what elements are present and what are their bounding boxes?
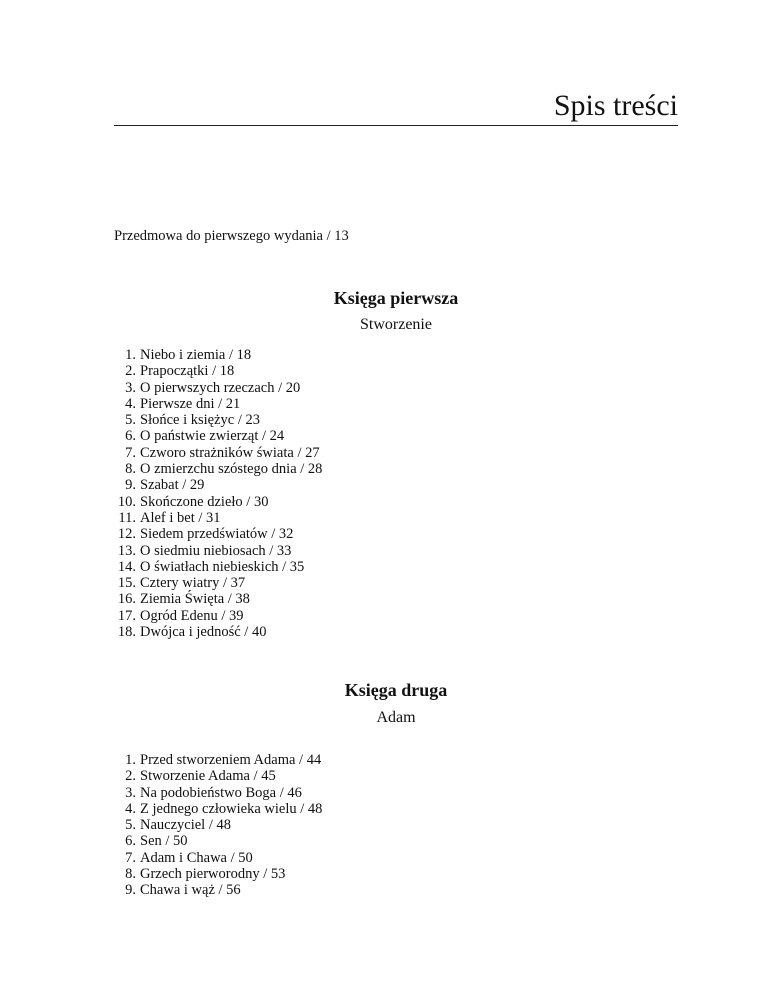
toc-entry [108, 608, 322, 624]
toc-entry [108, 575, 322, 591]
entry-title: Niebo i ziemia / 18 [140, 347, 252, 363]
preface-entry: Przedmowa do pierwszego wydania / 13 [114, 228, 349, 244]
entry-title: Adam i Chawa / 50 [140, 849, 253, 866]
entry-number: 14. [117, 558, 136, 575]
title-rule [114, 125, 678, 126]
entry-title: Chawa i wąż / 56 [140, 882, 241, 899]
entry-title: Słońce i księżyc / 23 [140, 412, 261, 429]
book-1-chapter-list [108, 347, 322, 640]
toc-entry [108, 850, 322, 866]
entry-title: Szabat / 29 [140, 477, 205, 494]
entry-number: 2. [125, 363, 136, 380]
entry-title: Z jednego człowieka wielu / 48 [140, 800, 323, 817]
entry-number: 5. [125, 412, 136, 429]
entry-title: O państwie zwierząt / 24 [140, 428, 285, 445]
book-2-heading: Księga druga [344, 680, 448, 700]
entry-title: Grzech pierworodny / 53 [140, 866, 286, 883]
toc-entry [108, 559, 322, 575]
entry-number: 13. [117, 542, 136, 559]
toc-entry [108, 543, 322, 559]
entry-title: Ziemia Święta / 38 [140, 591, 250, 608]
entry-title: Czworo strażników świata / 27 [140, 444, 320, 461]
toc-entry [108, 380, 322, 396]
entry-title: O zmierzchu szóstego dnia / 28 [140, 461, 323, 478]
toc-entry [108, 866, 322, 882]
entry-title: O światłach niebieskich / 35 [140, 558, 305, 575]
toc-entry [108, 428, 322, 444]
toc-entry [108, 817, 322, 833]
toc-entry [108, 445, 322, 461]
entry-title: O siedmiu niebiosach / 33 [140, 542, 292, 559]
toc-entry [108, 347, 322, 363]
entry-number: 15. [117, 575, 136, 592]
toc-entry [108, 768, 322, 784]
entry-title: Alef i bet / 31 [140, 509, 221, 526]
entry-title: Siedem przedświatów / 32 [140, 526, 294, 543]
entry-title: Ogród Edenu / 39 [140, 607, 244, 624]
entry-title: Na podobieństwo Boga / 46 [140, 784, 302, 801]
toc-entry [108, 396, 322, 412]
entry-title: Prapoczątki / 18 [140, 363, 235, 380]
entry-number: 7. [125, 444, 136, 461]
entry-number: 4. [125, 395, 136, 412]
entry-number: 17. [117, 607, 136, 624]
toc-entry [108, 882, 322, 898]
toc-entry [108, 494, 322, 510]
entry-number: 1. [125, 347, 136, 363]
toc-entry [108, 624, 322, 640]
entry-number: 18. [117, 624, 136, 641]
entry-number: 5. [125, 817, 136, 834]
entry-title: Przed stworzeniem Adama / 44 [140, 752, 322, 768]
toc-entry [108, 526, 322, 542]
entry-number: 3. [125, 784, 136, 801]
toc-entry [108, 412, 322, 428]
entry-title: Stworzenie Adama / 45 [140, 768, 276, 785]
toc-entry [108, 510, 322, 526]
book-1-heading: Księga pierwsza [333, 288, 459, 308]
toc-entry [108, 752, 322, 768]
book-2-subtitle: Adam [376, 709, 416, 726]
entry-number: 9. [125, 882, 136, 899]
entry-title: Pierwsze dni / 21 [140, 395, 241, 412]
toc-entry [108, 801, 322, 817]
entry-title: Skończone dzieło / 30 [140, 493, 269, 510]
toc-entry [108, 363, 322, 379]
book-1-subtitle: Stworzenie [360, 316, 432, 333]
entry-number: 12. [117, 526, 136, 543]
entry-title: Cztery wiatry / 37 [140, 575, 246, 592]
entry-number: 1. [125, 752, 136, 768]
entry-number: 2. [125, 768, 136, 785]
entry-title: O pierwszych rzeczach / 20 [140, 379, 301, 396]
entry-number: 8. [125, 866, 136, 883]
toc-entry [108, 591, 322, 607]
entry-title: Nauczyciel / 48 [140, 817, 231, 834]
entry-number: 6. [125, 833, 136, 850]
entry-number: 4. [125, 800, 136, 817]
toc-entry [108, 833, 322, 849]
entry-title: Sen / 50 [140, 833, 188, 850]
book-2-chapter-list [108, 752, 322, 899]
toc-entry [108, 477, 322, 493]
entry-number: 9. [125, 477, 136, 494]
entry-number: 3. [125, 379, 136, 396]
entry-title: Dwójca i jedność / 40 [140, 624, 267, 641]
toc-entry [108, 785, 322, 801]
page-title: Spis treści [553, 89, 678, 122]
entry-number: 16. [117, 591, 136, 608]
entry-number: 11. [118, 509, 136, 526]
entry-number: 7. [125, 849, 136, 866]
entry-number: 10. [117, 493, 136, 510]
entry-number: 8. [125, 461, 136, 478]
toc-entry [108, 461, 322, 477]
entry-number: 6. [125, 428, 136, 445]
